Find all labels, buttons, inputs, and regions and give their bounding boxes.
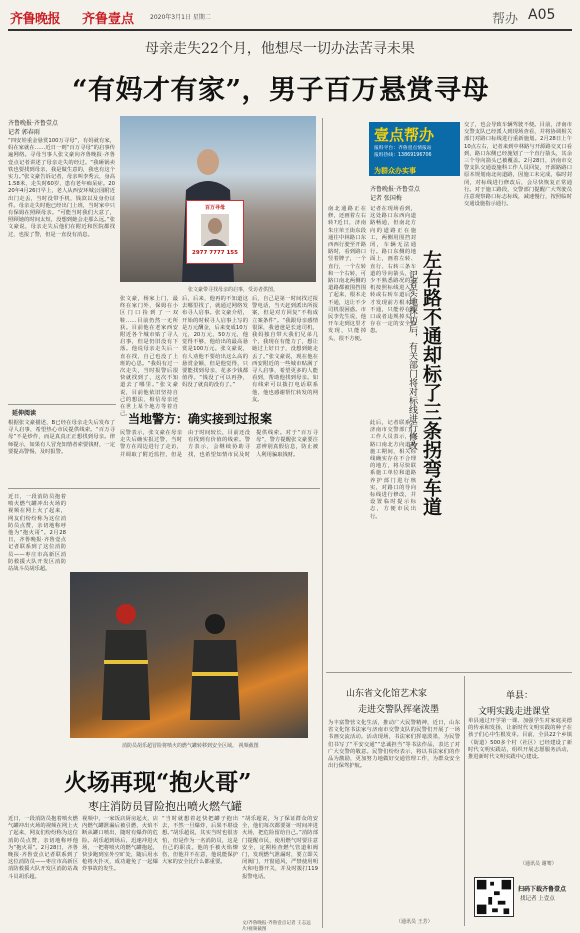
- poster-portrait: [201, 214, 229, 246]
- poster-phone: 2977 7777 155: [192, 250, 238, 256]
- lead-column-4: 后，自己是第一时间找过报警电话，当天赶到派出所报案，但是对方回复“不构成立案条件”。“我跟母亲感情很深，我爸爸是长途司机，我妈独自带大我们兄弟几个，我现在有能力了，想让她过上好日子，没想到她走丢了。”张文豪说，现在他在西安附近的一些城市贴满了寻人启事，希望更多的人能看到，帮助他找到母亲。如有线索可以拨打电话联系他，他也感谢帮忙转发的网友。: [252, 296, 318, 403]
- download-qr-code[interactable]: [474, 877, 514, 917]
- qr-label: 扫码下载齐鲁壹点: [518, 886, 567, 893]
- road-column-4: 交了，也会导致车辆驾驶不便。目前，济南市交警支队已经派人到现场查看，并将协调相关部门对路口标线进行重新施划。2月28日上午10点左右，记者来到中林路与开源路交叉口看到，路口东侧已经施划了一个直行箭头，其余三个导向箭头已被覆盖。2月28日，济南市交警支队交通设施科工作人员回复，开源路路口原本规划南北向道路，因施工未完成，临时封闭，对标线进行修改后，会尽快恢复正常通行。对于施工路段，交警部门提醒广大驾驶员注意观察路口标志标线，减速慢行，按照临时交通设施指示通行。: [464, 122, 572, 208]
- single-headline-2: 文明实践走进课堂: [478, 707, 551, 717]
- firefighter-figure: [96, 600, 156, 720]
- fire-column-3: “当时就想着赶快把罐子抱出去，不然一旦爆炸，后果不堪设想。”胡乐超说，其实当时也很害怕，但是作为一名消防员，这是自己的职责。他的手被火焰燎伤，但他并不在意，他说能保护大家的安全比什么都重要。: [162, 816, 238, 866]
- police-headline: 当地警方：确实接到过报案: [128, 412, 273, 426]
- poster-title: 百万寻母: [204, 205, 225, 211]
- fire-divider: [8, 488, 320, 489]
- culture-headline-1: 山东省文化馆艺术家: [346, 689, 428, 699]
- extended-reading-text: 根据张文豪描述，B已经在母亲走失后发布了寻人启事，希望热心市民提供线索。“百万寻母”不是炒作，而是真真正正想找到母亲。律师提示，如果有人冒充知情者索要钱财，一定要提高警惕，及时报警。: [8, 420, 115, 455]
- road-byline-reporter: 记者 张国梅: [370, 195, 402, 202]
- road-column-3: 此后，记者联系了济南市交警部门，工作人员表示，该路口南北方向道路施工期间，相关标线确实存在不合理的地方，将尽快联系施工单位和道路养护部门进行核实，对路口的导向标线进行修改，并设置临时提示标志，方便市民出行。: [370, 420, 416, 520]
- road-byline-org: 齐鲁晚报·齐鲁壹点: [370, 186, 420, 193]
- page-number: A05: [528, 7, 556, 23]
- bangban-brand-title: 壹点帮办: [374, 126, 435, 144]
- lower-right-rule: [326, 672, 572, 673]
- culture-text: 为丰富警营文化生活，推动广大民警精神，近日，山东省文化馆书法家与济南市交警支队的民警们开展了一场书画交流活动。活动现场，书法家们挥毫泼墨，为民警们书写了“平安交通”“忠诚担当”等书法作品，表达了对广大交警的敬意。民警们纷纷表示，将以书法家们的作品为激励，更加努力地做好交通管理工作，为群众安全出行保驾护航。: [328, 720, 460, 770]
- road-vertical-subheadline: 记者实地探访后，有关部门将对标线进行修改: [407, 270, 417, 450]
- single-text: 单县通过开学第一课、加强学生对家庭美德的传承和发扬，让新时代文明实践的种子在孩子们心中生根发芽。目前，全县22个乡镇（街道）500多个村（社区）已经建设了新时代文明实践站，组织开展志愿服务活动，推进新时代文明实践中心建设。: [468, 718, 572, 761]
- bangban-brand-slogan: 为群众办实事: [374, 167, 416, 175]
- lead-byline-org: 齐鲁晚报·齐鲁壹点: [8, 120, 58, 127]
- single-headline-1: 单县：: [506, 691, 534, 701]
- road-column-1: 南北通路正在修，还画着左右转?近日，济南朱庄单王街东段通往中林路口东西西行驶至开路路时，看到路口竖着牌子，一个直行，一个左转和一个右转，可路口南北两侧的道路都被围挡围了起来，根本走不通，这让不少司机很困惑。市民李先生说，他开车走到这里才发现，只能掉头，很不方便。: [328, 206, 366, 342]
- fire-column-4: “胡乐超说，为了保证群众的安全，他们每次都要第一时间冲进火场，把危险留给自己。”消防部门提醒市民，使用燃气时要注意安全，定期检查燃气管道和阀门，发现燃气泄漏时，要立即关闭阀门，开窗通风，严禁使用明火和电器开关，并及时拨打119报警电话。: [242, 816, 318, 880]
- qr-sublabel: 找记者 上壹点: [520, 896, 555, 902]
- fire-headline: 火场再现“抱火哥”: [64, 769, 252, 796]
- lead-headline: “有妈才有家”，男子百万悬赏寻母: [72, 75, 490, 106]
- extended-rule: [8, 404, 116, 405]
- lead-column-2: 张文豪，杨家上门，最终在家门外，保姆在小区门口捡到了一双鞋……目前仍然一无所获。目前他在老家西安附近各个城市贴了寻人启事，但是仍旧没有下落。他说母亲走失后一直在找，自己也没了上班的心思。“我妈有过一次走失，当时报警后很快就找到了，这次不知道去了哪里。”张文豪说，目前他依旧坚持自己的想法，相信母亲还在世上某个地方等着自己。: [120, 296, 178, 418]
- fire-left-column: 近日，一段消防员抱着喷火燃气罐冲出火场的视频在网上火了起来，网友们纷纷称为这位消防员点赞，亲切地称呼他为“抱火哥”。2月28日，齐鲁晚报·齐鲁壹点记者联系到了这位消防员——枣庄市高新区消防救援大队开发区消防站战斗员胡乐超。: [8, 494, 66, 573]
- road-vertical-headline: 左右路不通却标了三条拐弯车道: [420, 250, 442, 516]
- bangban-brand-line-2: 报料热线：13869196706: [374, 153, 432, 158]
- fire-byline: 文/齐鲁晚报·齐鲁壹点记者 王志远 片/视频截图: [242, 921, 311, 932]
- masthead-rule: [8, 29, 572, 31]
- masthead-logo-qilu-evening: 齐鲁晚报: [10, 12, 61, 27]
- lead-column-1: “四安娃重金悬赏100万寻母”，有妈就有家，妈在家就在……近日一则“百万寻母”的启事传遍网络。寻母当事人张文豪向齐鲁晚报·齐鲁壹点记者讲述了母亲走失的经过。“我砸锅卖铁也要找到母亲，我是做生意的，我也有这个实力。”张文豪告诉记者，母亲叫李秀云，身高1.58米，走失时60岁，患有老年痴呆症。2020年4月26日早上，老人从西安环城公园附近出门走丢，当时没带手机，钱款以及身份证件。母亲走失时他已经出门上班，当时家中只有保姆在照顾母亲。“可能当时我们大意了，照顾她的时间太短，没想到她会走那么远。”张文豪说，母亲走失后他们在附近和医院都找过，也报了警，但是一直没有消息。: [8, 138, 115, 238]
- extended-reading-label: 延伸阅读: [12, 410, 37, 417]
- fire-column-2: 视频中，一家饭店厨房起火，店内燃气罐泄漏后被引燃，火焰不断从罐口喷出，随时有爆炸的危险。胡乐超到场后，迅速冲进火场，一把将喷火的燃气罐抱起，快步跑到室外空旷处，随后用水枪将火扑灭，成功避免了一起爆炸事故的发生。: [82, 816, 158, 873]
- lower-right-divider: [464, 676, 465, 926]
- culture-credit: （通讯员 王芳）: [396, 919, 433, 925]
- culture-headline-2: 走进交警队挥毫泼墨: [358, 705, 440, 715]
- masthead-date: 2020年3月1日 星期二: [150, 14, 211, 21]
- section-name: 帮办: [492, 12, 519, 27]
- fire-column-1: 近日，一段消防员抱着喷火燃气罐冲出火场的视频在网上火了起来，网友们纷纷称为这位消防员点赞，亲切地称呼他为“抱火哥”。2月28日，齐鲁晚报·齐鲁壹点记者联系到了这位消防员——枣庄市高新区消防救援大队开发区消防站战斗员胡乐超。: [8, 816, 78, 880]
- lead-byline-reporter: 记者 郭春雨: [8, 129, 40, 136]
- lead-column-3: 后，后来，他再的不知道这去哪里找了，就通过网络发布寻人启事。张文豪介绍，开始的时候寻人启事上写的是万元酬金，后来变成10万元，20万元，50万元，他觉得不够，他给出的最高悬赏是100万元。张文豪说，有人劝他不要给出这么高的悬赏金额，但是他觉得，只要能找到母亲，花多少钱都值得。“钱没了可以再挣，妈没了就真的没有了。”: [182, 296, 248, 389]
- lead-kicker: 母亲走失22个月，他想尽一切办法苦寻未果: [145, 41, 415, 57]
- second-firefighter-figure: [180, 610, 250, 720]
- bangban-brand-line-1: 报料平台：齐鲁壹点情报站: [374, 146, 432, 151]
- column-divider: [322, 118, 323, 928]
- fire-subheadline: 枣庄消防员冒险抱出喷火燃气罐: [88, 800, 242, 813]
- fire-photo-caption: 消防员胡乐超冒险将喷火的燃气罐转移到安全区域。 视频截图: [122, 743, 259, 749]
- masthead-logo-qilu-yidian: 齐鲁壹点: [82, 12, 135, 27]
- police-text: 民警表示，张文豪在母亲走失后确实报过警，当时警方在周边进行了走访，并调取了附近监控，但是由于时间较长，目前还没有找到有价值的线索。警方表示，会继续协助寻找，也希望知情市民及时提供线索。对于“百万寻母”，警方提醒张文豪要注意辨别真假信息，防止被人利用骗取钱财。: [120, 430, 318, 458]
- lead-photo-caption: 张文豪带寻找母亲的启事，受访者供图。: [188, 287, 279, 293]
- single-credit: （通讯员 谢骞）: [520, 861, 557, 867]
- road-column-2: 记者在现场看到，这处路口东西向道路畅通，但南北方向的道路正在施工，两侧用围挡封闭，车辆无法通行。路口东侧的地面上，画着左转、直行、右转三条车道的导向箭头，不少不熟悉路况的司机按照标线进入左转或右转车道后，才发现前方根本走不通，只能停在路口或者违规掉头，存在一定的安全隐患。: [370, 206, 416, 335]
